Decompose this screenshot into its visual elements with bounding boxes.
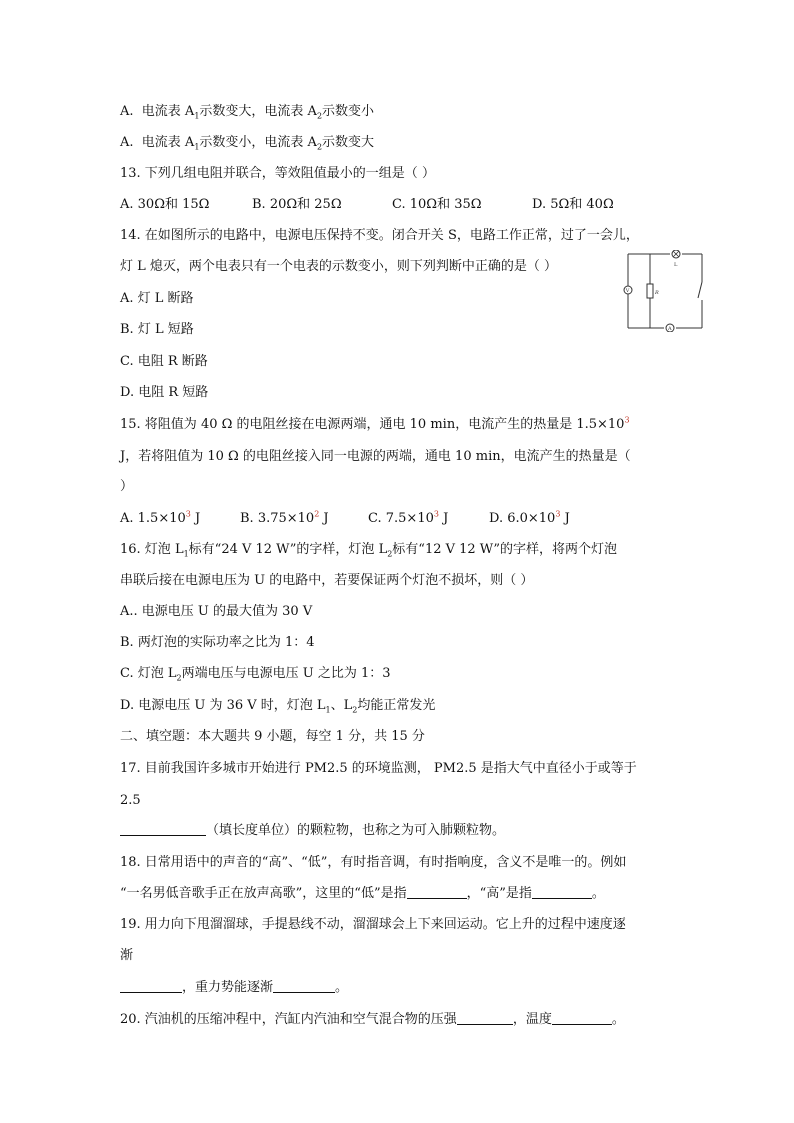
- resistor-label: R: [655, 290, 659, 296]
- q16-option-b: B. 两灯泡的实际功率之比为 1：4: [120, 635, 315, 650]
- q13-stem: 13. 下列几组电阻并联合，等效阻值最小的一组是（ ）: [120, 166, 435, 181]
- q20-blank-1[interactable]: [457, 1011, 513, 1025]
- q16-stem-2: 串联后接在电源电压为 U 的电路中，若要保证两个灯泡不损坏，则（ ）: [120, 573, 534, 588]
- voltmeter-symbol: [624, 286, 632, 294]
- q13-option-a: A. 30Ω和 15Ω: [120, 197, 210, 212]
- q19-blank-2[interactable]: [273, 979, 335, 993]
- q18-blank-1[interactable]: [407, 885, 467, 899]
- q20-blank-2[interactable]: [552, 1011, 612, 1025]
- q14-stem-2: 灯 L 熄灭，两个电表只有一个电表的示数变小，则下列判断中正确的是（ ）: [120, 259, 558, 274]
- q16-stem-1: 16. 灯泡 $L_1$标有“24 V 12 W”的字样，灯泡 $L_2$标有“12 V 12 W”的字样，将两个灯泡: [120, 542, 618, 559]
- q16-option-c: C. 灯泡 $L_2$两端电压与电源电压 U 之比为 1：3: [120, 666, 391, 683]
- q14-stem-1: 14. 在如图所示的电路中，电源电压保持不变。闭合开关 S，电路工作正常，过了一会儿，: [120, 228, 639, 243]
- q12-option-a-1: A. 电流表 $A_1$示数变大，电流表 $A_2$示数变小: [120, 104, 375, 121]
- q14-option-a: A. 灯 L 断路: [120, 291, 194, 306]
- q15-option-a: A. $1.5\times 10^3$ J: [120, 509, 201, 526]
- q19-stem-1: 19. 用力向下甩溜溜球，手提悬线不动，溜溜球会上下来回运动。它上升的过程中速度逐: [120, 917, 626, 932]
- q15-option-b: B. $3.75\times 10^2$ J: [240, 509, 329, 526]
- circuit-diagram: [620, 250, 706, 332]
- q18-stem-2: “一名男低音歌手正在放声高歌”，这里的“低”是指 ，“高”是指 。: [120, 886, 605, 901]
- q15-stem-1: 15. 将阻值为 40 Ω 的电阻丝接在电源两端，通电 10 min，电流产生的热量是 $1.5\times 10^3$: [120, 415, 630, 432]
- q17-stem-2: 2.5: [120, 793, 141, 808]
- q19-stem-3: ，重力势能逐渐 。: [120, 979, 348, 997]
- q13-option-b: B. 20Ω和 25Ω: [252, 197, 342, 212]
- q14-option-c: C. 电阻 R 断路: [120, 354, 208, 369]
- q17-stem-1: 17. 目前我国许多城市开始进行 PM2.5 的环境监测， PM2.5 是指大气中直径小于或等于: [120, 761, 637, 776]
- q12-option-a-2: A. 电流表 $A_1$示数变小，电流表 $A_2$示数变大: [120, 135, 375, 152]
- q15-option-c: C. $7.5\times 10^3$ J: [368, 509, 449, 526]
- voltmeter-label: V: [625, 288, 630, 294]
- q13-option-d: D. 5Ω和 40Ω: [532, 197, 614, 212]
- ammeter-label: A: [668, 326, 672, 332]
- q13-options: [120, 196, 614, 214]
- q15-options: [120, 510, 570, 528]
- q15-stem-3: ）: [120, 479, 134, 494]
- q15-option-d: D. $6.0\times 10^3$ J: [489, 509, 570, 526]
- ammeter-symbol: [666, 324, 674, 332]
- q15-stem-2: J，若将阻值为 10 Ω 的电阻丝接入同一电源的两端，通电 10 min，电流产生的热量是（: [120, 449, 631, 464]
- q16-option-d: D. 电源电压 U 为 36 V 时，灯泡 $L_1$、$L_2$均能正常发光: [120, 698, 436, 715]
- q13-option-c: C. 10Ω和 35Ω: [392, 197, 482, 212]
- q14-option-d: D. 电阻 R 短路: [120, 385, 209, 400]
- q19-blank-1[interactable]: [120, 979, 182, 993]
- lamp-label: L: [674, 262, 678, 268]
- q17-stem-3: （填长度单位）的颗粒物，也称之为可入肺颗粒物。: [120, 822, 505, 840]
- q18-blank-2[interactable]: [532, 885, 592, 899]
- lamp-symbol: [672, 250, 680, 258]
- q18-stem-1: 18. 日常用语中的声音的“高”、“低”，有时指音调，有时指响度，含义不是唯一的。例如: [120, 855, 627, 870]
- q20-stem: 20. 汽油机的压缩冲程中，汽缸内汽油和空气混合物的压强 ，温度 。: [120, 1012, 625, 1027]
- q17-blank[interactable]: [120, 822, 206, 836]
- q16-option-a: A.. 电源电压 U 的最大值为 30 V: [120, 604, 313, 619]
- q14-option-b: B. 灯 L 短路: [120, 322, 194, 337]
- q19-stem-2: 渐: [120, 948, 134, 963]
- section-2-heading: 二、填空题：本大题共 9 小题，每空 1 分，共 15 分: [120, 729, 425, 744]
